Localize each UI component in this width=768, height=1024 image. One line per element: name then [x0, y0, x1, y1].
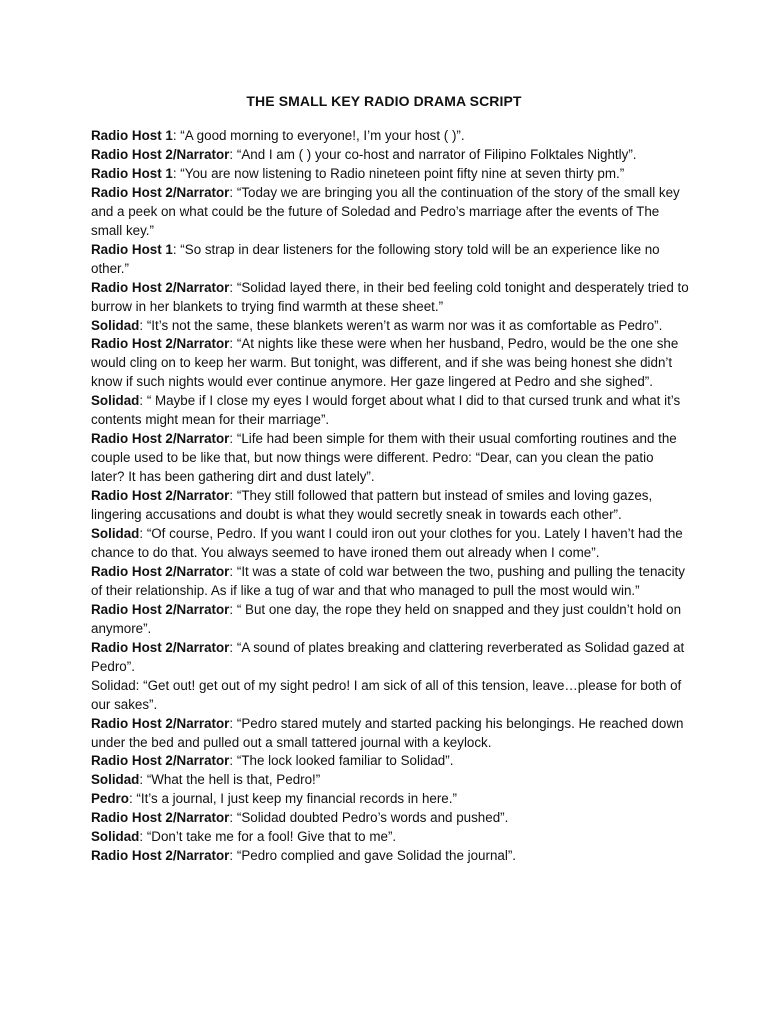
script-line: [91, 715, 689, 753]
speaker-separator: :: [229, 279, 237, 295]
dialogue-text: “It was a state of cold war between the two, pushing and pulling the tenacity of their relationship. As if like a tug of war and that who managed to pull the most would win.”: [91, 563, 685, 598]
speaker-name: Radio Host 1: [91, 128, 173, 143]
speaker-name: Radio Host 2/Narrator: [91, 184, 230, 200]
speaker-name: Pedro: [91, 791, 129, 807]
script-line: [91, 487, 689, 525]
speaker-name: Radio Host 2/Narrator: [91, 715, 230, 731]
speaker-separator: :: [229, 146, 237, 162]
speaker-name: Radio Host 2/Narrator: [91, 146, 230, 162]
dialogue-text: “You are now listening to Radio nineteen point fifty nine at seven thirty pm.”: [180, 165, 625, 181]
dialogue-text: “Solidad layed there, in their bed feeling cold tonight and desperately tried to burrow in her blankets to trying find warmth at these sheet.”: [91, 279, 689, 314]
script-line: [91, 146, 689, 165]
dialogue-text: “It’s not the same, these blankets weren’t as warm nor was it as comfortable as Pedro”.: [146, 317, 663, 333]
speaker-name: Radio Host 2/Narrator: [91, 639, 230, 655]
script-line: [91, 601, 689, 639]
speaker-separator: :: [139, 772, 147, 788]
speaker-name: Radio Host 2/Narrator: [91, 753, 230, 769]
speaker-name: Solidad: [91, 772, 140, 788]
script-line: [91, 392, 689, 430]
script-line: [91, 317, 689, 336]
speaker-separator: :: [229, 715, 237, 731]
speaker-separator: :: [139, 829, 147, 845]
dialogue-text: “What the hell is that, Pedro!”: [146, 772, 321, 788]
speaker-separator: :: [128, 791, 137, 807]
dialogue-text: “Today we are bringing you all the continuation of the story of the small key and a peek on what could be the future of Soledad and Pedro’s marriage after the events of The small key.”: [91, 184, 680, 238]
speaker-name: Solidad: [91, 526, 140, 542]
speaker-name: Radio Host 1: [91, 241, 173, 257]
speaker-separator: :: [139, 393, 147, 409]
script-line: [91, 790, 689, 809]
script-line: [91, 430, 689, 487]
dialogue-text: “ But one day, the rope they held on snapped and they just couldn’t hold on anymore”.: [91, 601, 682, 636]
speaker-name: Radio Host 2/Narrator: [91, 601, 230, 617]
script-line: [91, 184, 689, 241]
script-line: [91, 771, 689, 790]
page-title: THE SMALL KEY RADIO DRAMA SCRIPT: [246, 93, 522, 109]
dialogue-text: “A good morning to everyone!, I’m your host ( )”.: [180, 128, 465, 143]
dialogue-text: “A sound of plates breaking and clattering reverberated as Solidad gazed at Pedro”.: [91, 639, 685, 674]
dialogue-text: “It’s a journal, I just keep my financial records in here.”: [136, 791, 457, 807]
speaker-separator: :: [229, 336, 237, 352]
dialogue-text: “At nights like these were when her husband, Pedro, would be the one she would cling on to keep her warm. But tonight, was different, and if she was being honest she didn’t know if such nights would ever continue anymore. Her gaze lingered at Pedro and she sighed”.: [91, 336, 679, 390]
script-body: [91, 127, 689, 866]
dialogue-text: “Pedro stared mutely and started packing his belongings. He reached down under the bed and pulled out a small tattered journal with a keylock.: [91, 715, 684, 750]
script-line: [91, 525, 689, 563]
script-line: [91, 639, 689, 677]
speaker-separator: :: [139, 526, 147, 542]
speaker-name: Radio Host 2/Narrator: [91, 431, 230, 447]
speaker-separator: :: [172, 165, 181, 181]
speaker-separator: :: [172, 128, 181, 143]
script-line: [91, 335, 689, 392]
speaker-name: Radio Host 1: [91, 165, 173, 181]
script-line: [91, 127, 689, 146]
script-line: [91, 563, 689, 601]
speaker-separator: :: [135, 677, 144, 693]
dialogue-text: “The lock looked familiar to Solidad”.: [236, 753, 454, 769]
dialogue-text: “Pedro complied and gave Solidad the journal”.: [236, 848, 517, 864]
speaker-separator: :: [229, 810, 237, 826]
dialogue-text: “Don’t take me for a fool! Give that to me”.: [146, 829, 397, 845]
dialogue-text: “They still followed that pattern but instead of smiles and loving gazes, lingering accusations and doubt is what they would secretly sneak in towards each other”.: [91, 488, 653, 523]
script-line: [91, 809, 689, 828]
speaker-name: Radio Host 2/Narrator: [91, 488, 230, 504]
speaker-name: Solidad: [91, 677, 136, 693]
speaker-name: Radio Host 2/Narrator: [91, 810, 230, 826]
dialogue-text: “Of course, Pedro. If you want I could iron out your clothes for you. Lately I haven’t had the chance to do that. You always seemed to have ironed them out already when I come”.: [91, 526, 683, 560]
speaker-name: Solidad: [91, 829, 140, 845]
speaker-separator: :: [139, 317, 147, 333]
script-line: [91, 241, 689, 279]
speaker-separator: :: [229, 848, 237, 864]
speaker-separator: :: [229, 184, 237, 200]
speaker-separator: :: [229, 601, 237, 617]
script-line: [91, 165, 689, 184]
speaker-name: Solidad: [91, 393, 140, 409]
speaker-name: Radio Host 2/Narrator: [91, 563, 230, 579]
speaker-name: Solidad: [91, 317, 140, 333]
dialogue-text: “Solidad doubted Pedro’s words and pushed”.: [236, 810, 509, 826]
script-line: [91, 847, 689, 866]
dialogue-text: “And I am ( ) your co-host and narrator of Filipino Folktales Nightly”.: [236, 146, 637, 162]
speaker-separator: :: [229, 431, 237, 447]
dialogue-text: “ Maybe if I close my eyes I would forget about what I did to that cursed trunk and what it’s contents might mean for their marriage”.: [91, 393, 681, 428]
dialogue-text: “So strap in dear listeners for the following story told will be an experience like no other.”: [91, 241, 660, 276]
script-line: [91, 677, 689, 715]
script-line: [91, 279, 689, 317]
speaker-separator: :: [229, 753, 237, 769]
speaker-separator: :: [229, 639, 237, 655]
script-line: [91, 828, 689, 847]
dialogue-text: “Life had been simple for them with their usual comforting routines and the couple used to be like that, but now things were different. Pedro: “Dear, can you clean the patio later? It has been gathering dirt and dust lately”.: [91, 431, 677, 485]
speaker-separator: :: [229, 488, 237, 504]
speaker-name: Radio Host 2/Narrator: [91, 848, 230, 864]
speaker-separator: :: [229, 563, 237, 579]
script-line: [91, 752, 689, 771]
speaker-separator: :: [172, 241, 181, 257]
dialogue-text: “Get out! get out of my sight pedro! I am sick of all of this tension, leave…please for both of our sakes”.: [91, 677, 682, 712]
speaker-name: Radio Host 2/Narrator: [91, 336, 230, 352]
speaker-name: Radio Host 2/Narrator: [91, 279, 230, 295]
